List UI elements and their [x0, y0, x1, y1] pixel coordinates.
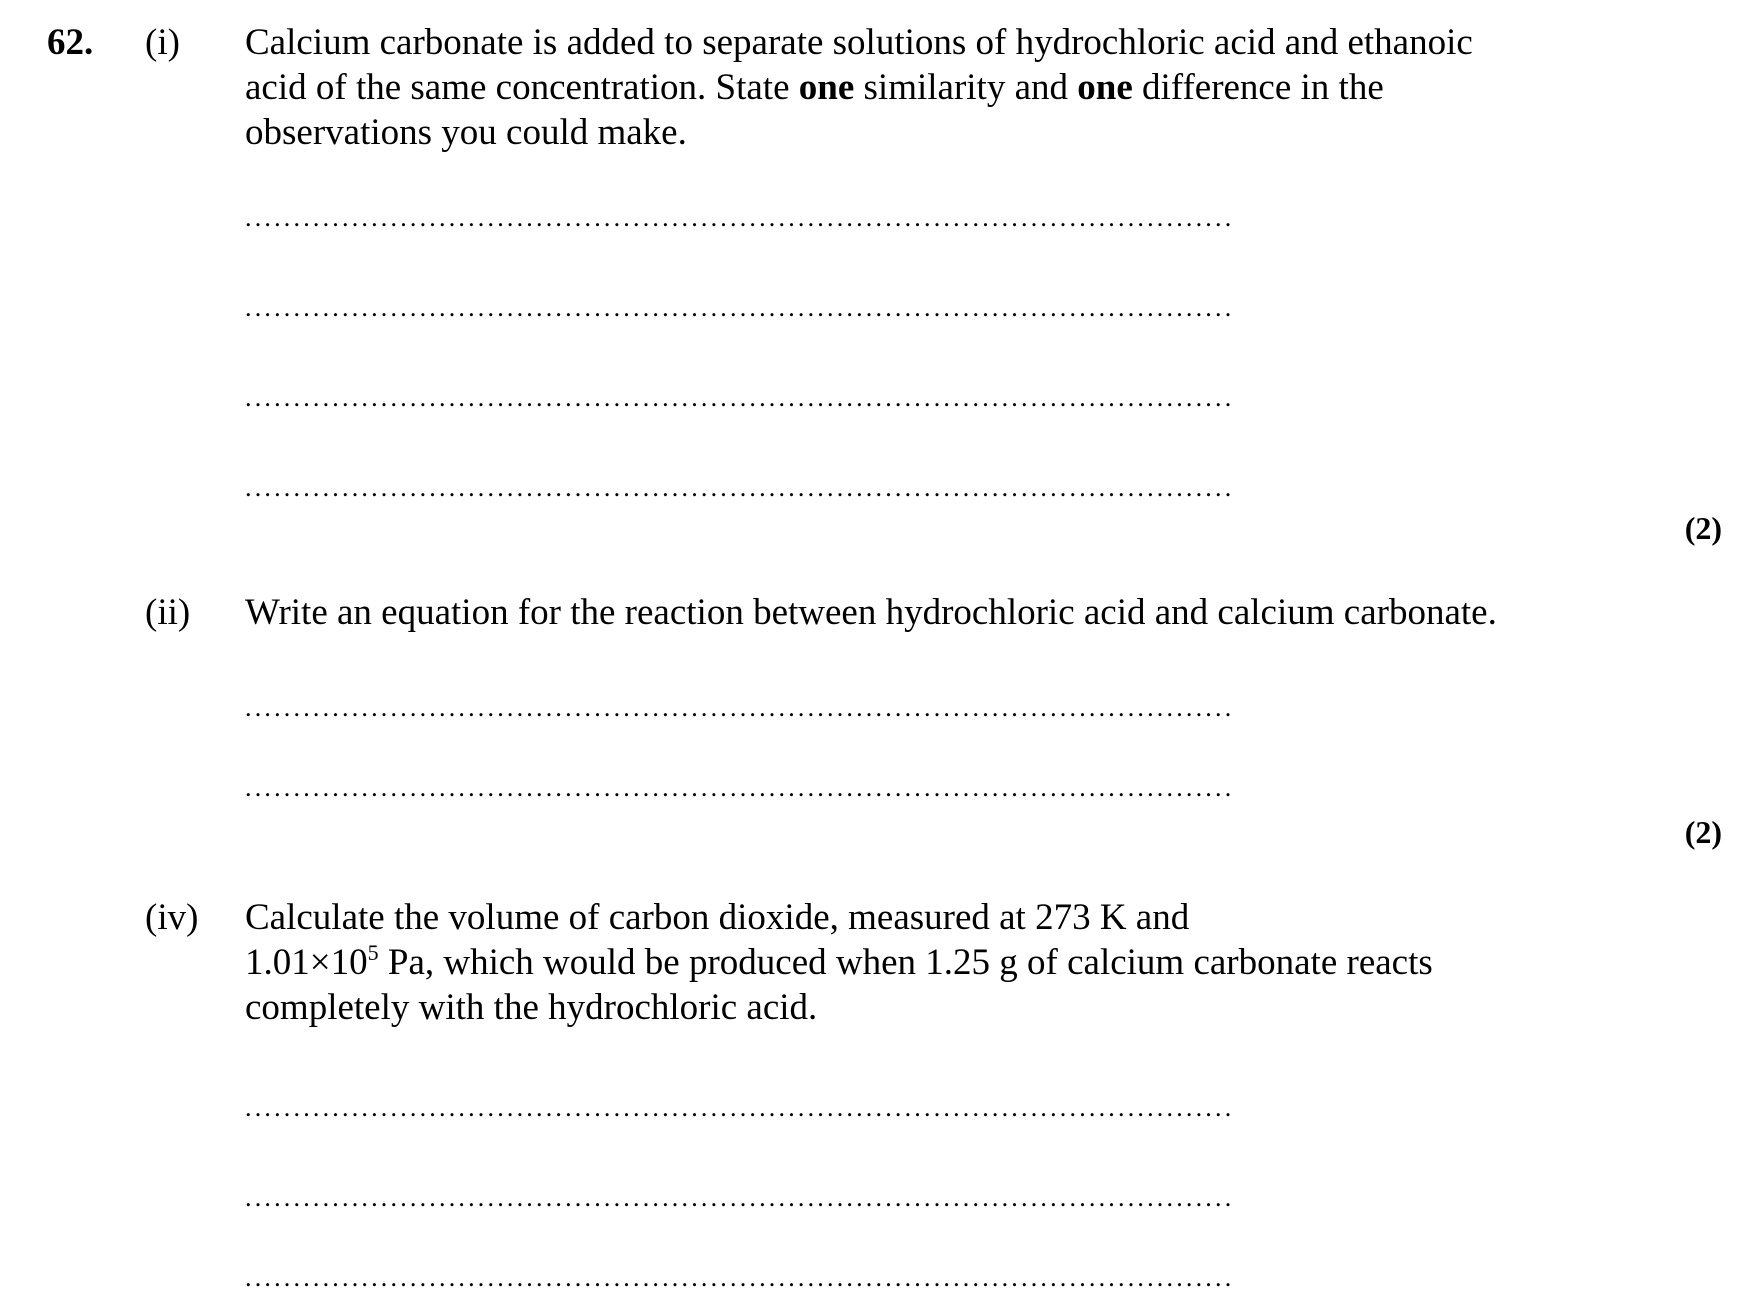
part-i-answer-line-3[interactable]: ......................................................................................................: [245, 383, 1235, 412]
part-iv-answer-line-3[interactable]: ......................................................................................................: [245, 1263, 1235, 1292]
part-ii-label: (ii): [145, 592, 191, 633]
part-i-bold-one-b: one: [1077, 67, 1133, 108]
part-i-bold-one-a: one: [798, 67, 855, 108]
part-ii-marks: (2): [1684, 814, 1722, 850]
part-iv-answer-line-1[interactable]: ......................................................................................................: [245, 1093, 1235, 1122]
part-iv-pressure-exponent: 5: [367, 940, 379, 965]
part-ii-answer-line-2[interactable]: ......................................................................................................: [245, 773, 1235, 802]
part-i-label: (i): [145, 22, 180, 63]
part-i-text-1: Calcium carbonate is added to separate solutions of hydrochloric acid and ethanoic acid of the same concentration. State: [245, 22, 1473, 108]
question-number: 62.: [47, 22, 94, 63]
part-iv-text-line-1: Calculate the volume of carbon dioxide, measured at 273 K and: [245, 897, 1190, 938]
part-i-answer-line-1[interactable]: ......................................................................................................: [245, 203, 1235, 232]
part-i-answer-line-4[interactable]: ......................................................................................................: [245, 473, 1235, 502]
part-iv-label: (iv): [145, 897, 199, 938]
part-i-answer-line-2[interactable]: ......................................................................................................: [245, 293, 1235, 322]
part-i-question-text: [245, 20, 1485, 155]
part-iv-text-line-2: Pa, which would be produced when 1.25 g of calcium carbonate reacts completely with the hydrochloric acid.: [245, 942, 1433, 1028]
part-i-text-2: similarity and: [854, 67, 1078, 108]
part-ii-question-text: Write an equation for the reaction between hydrochloric acid and calcium carbonate.: [245, 592, 1497, 633]
part-iv-pressure-base: 1.01×10: [245, 942, 368, 983]
part-i-marks: (2): [1684, 510, 1722, 546]
part-i-text-3: difference in the observations you could make.: [245, 67, 1384, 153]
part-ii-answer-line-1[interactable]: ......................................................................................................: [245, 693, 1235, 722]
part-iv-question-text: [245, 895, 1485, 1030]
part-iv-answer-line-2[interactable]: ......................................................................................................: [245, 1183, 1235, 1212]
